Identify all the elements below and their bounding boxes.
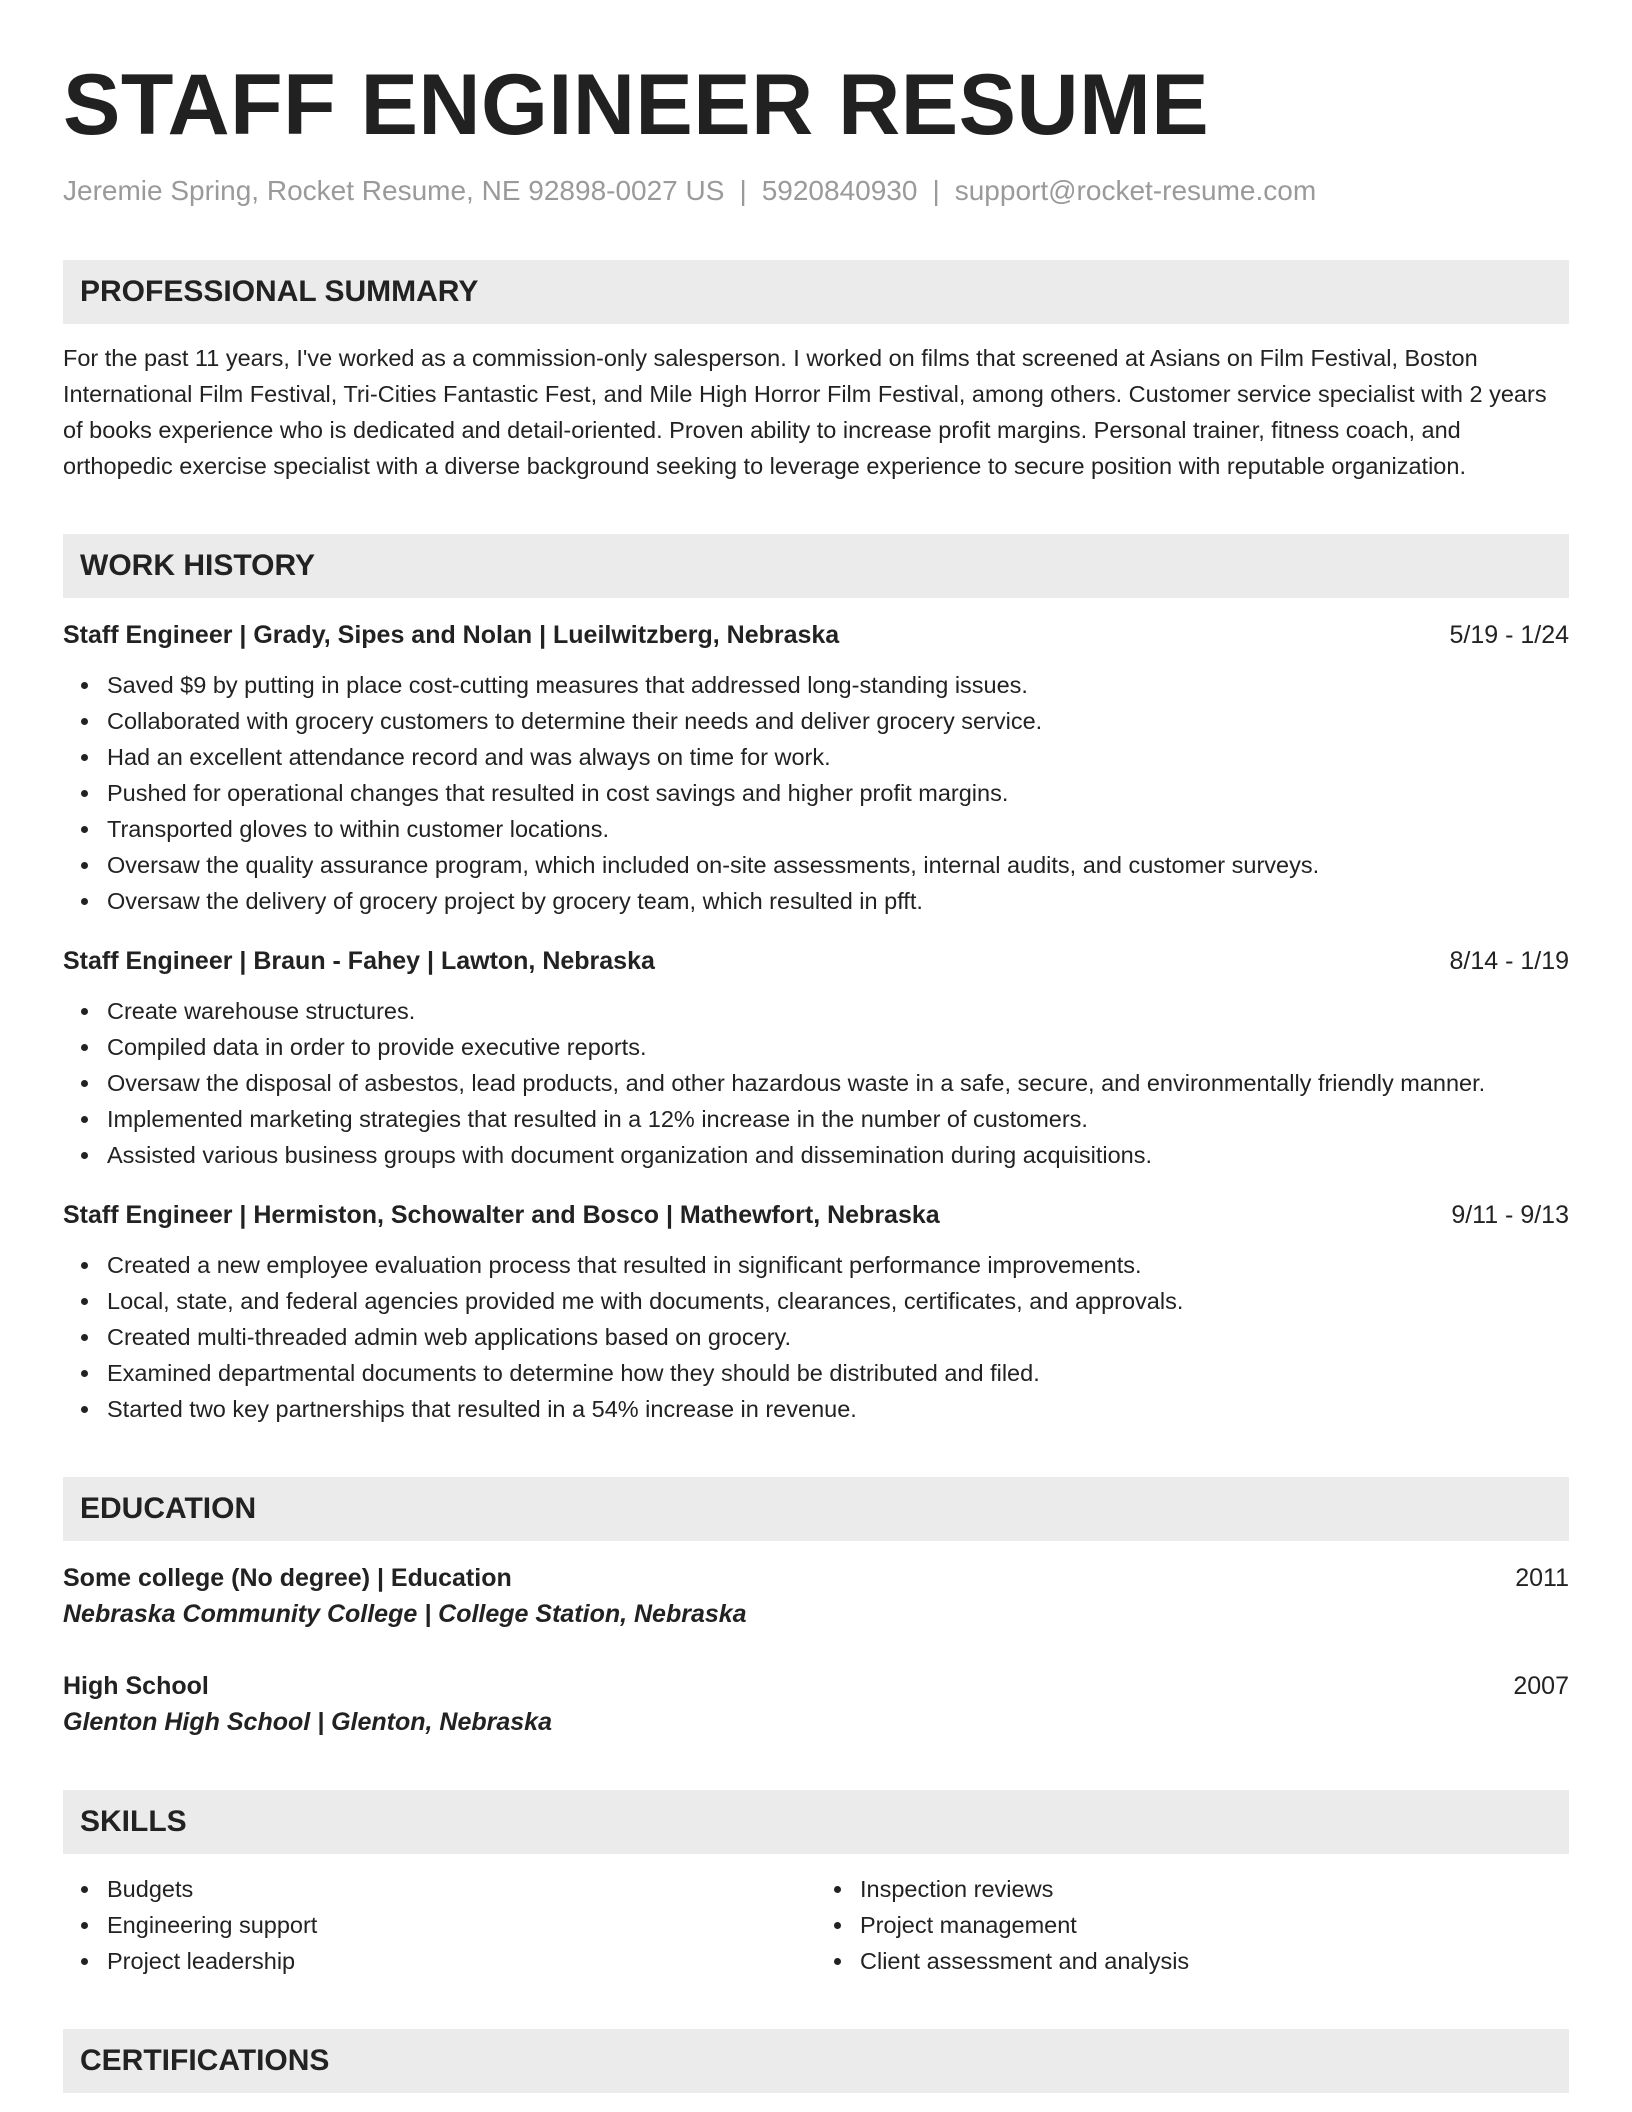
section-heading-education: EDUCATION [63, 1477, 1569, 1541]
skill-item: Project leadership [107, 1943, 816, 1979]
resume-title: STAFF ENGINEER RESUME [63, 57, 1210, 153]
job-dates: 5/19 - 1/24 [1449, 621, 1569, 649]
education-header [63, 1560, 1569, 1596]
job-bullet: Assisted various business groups with document organization and dissemination during acquisitions. [107, 1137, 1569, 1173]
job-bullet-list [63, 993, 1569, 1173]
job-bullet: Oversaw the delivery of grocery project by grocery team, which resulted in pfft. [107, 883, 1569, 919]
contact-separator: | [932, 175, 940, 206]
skill-item: Engineering support [107, 1907, 816, 1943]
job-bullet: Local, state, and federal agencies provided me with documents, clearances, certificates, and approvals. [107, 1283, 1569, 1319]
education-year: 2007 [1513, 1672, 1569, 1700]
section-heading-work-history: WORK HISTORY [63, 534, 1569, 598]
job-bullet: Saved $9 by putting in place cost-cutting measures that addressed long-standing issues. [107, 667, 1569, 703]
job-bullet: Collaborated with grocery customers to determine their needs and deliver grocery service. [107, 703, 1569, 739]
education-entry [63, 1560, 1569, 1632]
contact-line [63, 173, 1569, 209]
contact-email: support@rocket-resume.com [954, 175, 1317, 206]
job-bullet: Pushed for operational changes that resulted in cost savings and higher profit margins. [107, 775, 1569, 811]
job-bullet-list [63, 667, 1569, 919]
job-title: Staff Engineer | Hermiston, Schowalter and Bosco | Mathewfort, Nebraska [63, 1201, 940, 1229]
job-header [63, 943, 1569, 979]
job-dates: 8/14 - 1/19 [1449, 947, 1569, 975]
contact-address: Jeremie Spring, Rocket Resume, NE 92898-0027 US [63, 175, 725, 206]
education-degree: Some college (No degree) | Education [63, 1564, 512, 1592]
job-entry [63, 617, 1569, 919]
skills-list-left [63, 1871, 816, 1979]
job-entry [63, 943, 1569, 1173]
job-bullet-list [63, 1247, 1569, 1427]
summary-text: For the past 11 years, I've worked as a commission-only salesperson. I worked on films that screened at Asians on Film Festival, Boston International Film Festival, Tri-Cities Fantastic Fest, and Mile High Horror Film Festival, among others. Customer service specialist with 2 years of books experience who is dedicated and detail-oriented. Proven ability to increase profit margins. Personal trainer, fitness coach, and orthopedic exercise specialist with a diverse background seeking to leverage experience to secure position with reputable organization. [63, 345, 1547, 479]
job-bullet: Transported gloves to within customer locations. [107, 811, 1569, 847]
education-school: Nebraska Community College | College Station, Nebraska [63, 1600, 747, 1628]
job-bullet: Create warehouse structures. [107, 993, 1569, 1029]
job-title: Staff Engineer | Braun - Fahey | Lawton, Nebraska [63, 947, 655, 975]
skills-grid [63, 1871, 1569, 1979]
job-title: Staff Engineer | Grady, Sipes and Nolan | Lueilwitzberg, Nebraska [63, 621, 840, 649]
job-bullet: Started two key partnerships that resulted in a 54% increase in revenue. [107, 1391, 1569, 1427]
job-bullet: Had an excellent attendance record and was always on time for work. [107, 739, 1569, 775]
job-dates: 9/11 - 9/13 [1451, 1201, 1569, 1229]
education-degree: High School [63, 1672, 209, 1700]
skill-item: Inspection reviews [860, 1871, 1569, 1907]
education-header [63, 1668, 1569, 1704]
job-entry [63, 1197, 1569, 1427]
skill-item: Project management [860, 1907, 1569, 1943]
education-school: Glenton High School | Glenton, Nebraska [63, 1708, 552, 1736]
section-heading-skills: SKILLS [63, 1790, 1569, 1854]
education-entry [63, 1668, 1569, 1740]
job-bullet: Oversaw the quality assurance program, which included on-site assessments, internal audits, and customer surveys. [107, 847, 1569, 883]
skill-item: Budgets [107, 1871, 816, 1907]
job-header [63, 617, 1569, 653]
job-bullet: Implemented marketing strategies that resulted in a 12% increase in the number of customers. [107, 1101, 1569, 1137]
job-header [63, 1197, 1569, 1233]
job-bullet: Examined departmental documents to determine how they should be distributed and filed. [107, 1355, 1569, 1391]
job-bullet: Created multi-threaded admin web applications based on grocery. [107, 1319, 1569, 1355]
contact-phone: 5920840930 [761, 175, 918, 206]
section-heading-certifications: CERTIFICATIONS [63, 2029, 1569, 2093]
job-bullet: Oversaw the disposal of asbestos, lead products, and other hazardous waste in a safe, secure, and environmentally friendly manner. [107, 1065, 1569, 1101]
contact-separator: | [739, 175, 747, 206]
job-bullet: Created a new employee evaluation process that resulted in significant performance improvements. [107, 1247, 1569, 1283]
skill-item: Client assessment and analysis [860, 1943, 1569, 1979]
education-year: 2011 [1515, 1564, 1569, 1592]
skills-list-right [816, 1871, 1569, 1979]
job-bullet: Compiled data in order to provide executive reports. [107, 1029, 1569, 1065]
section-heading-summary: PROFESSIONAL SUMMARY [63, 260, 1569, 324]
